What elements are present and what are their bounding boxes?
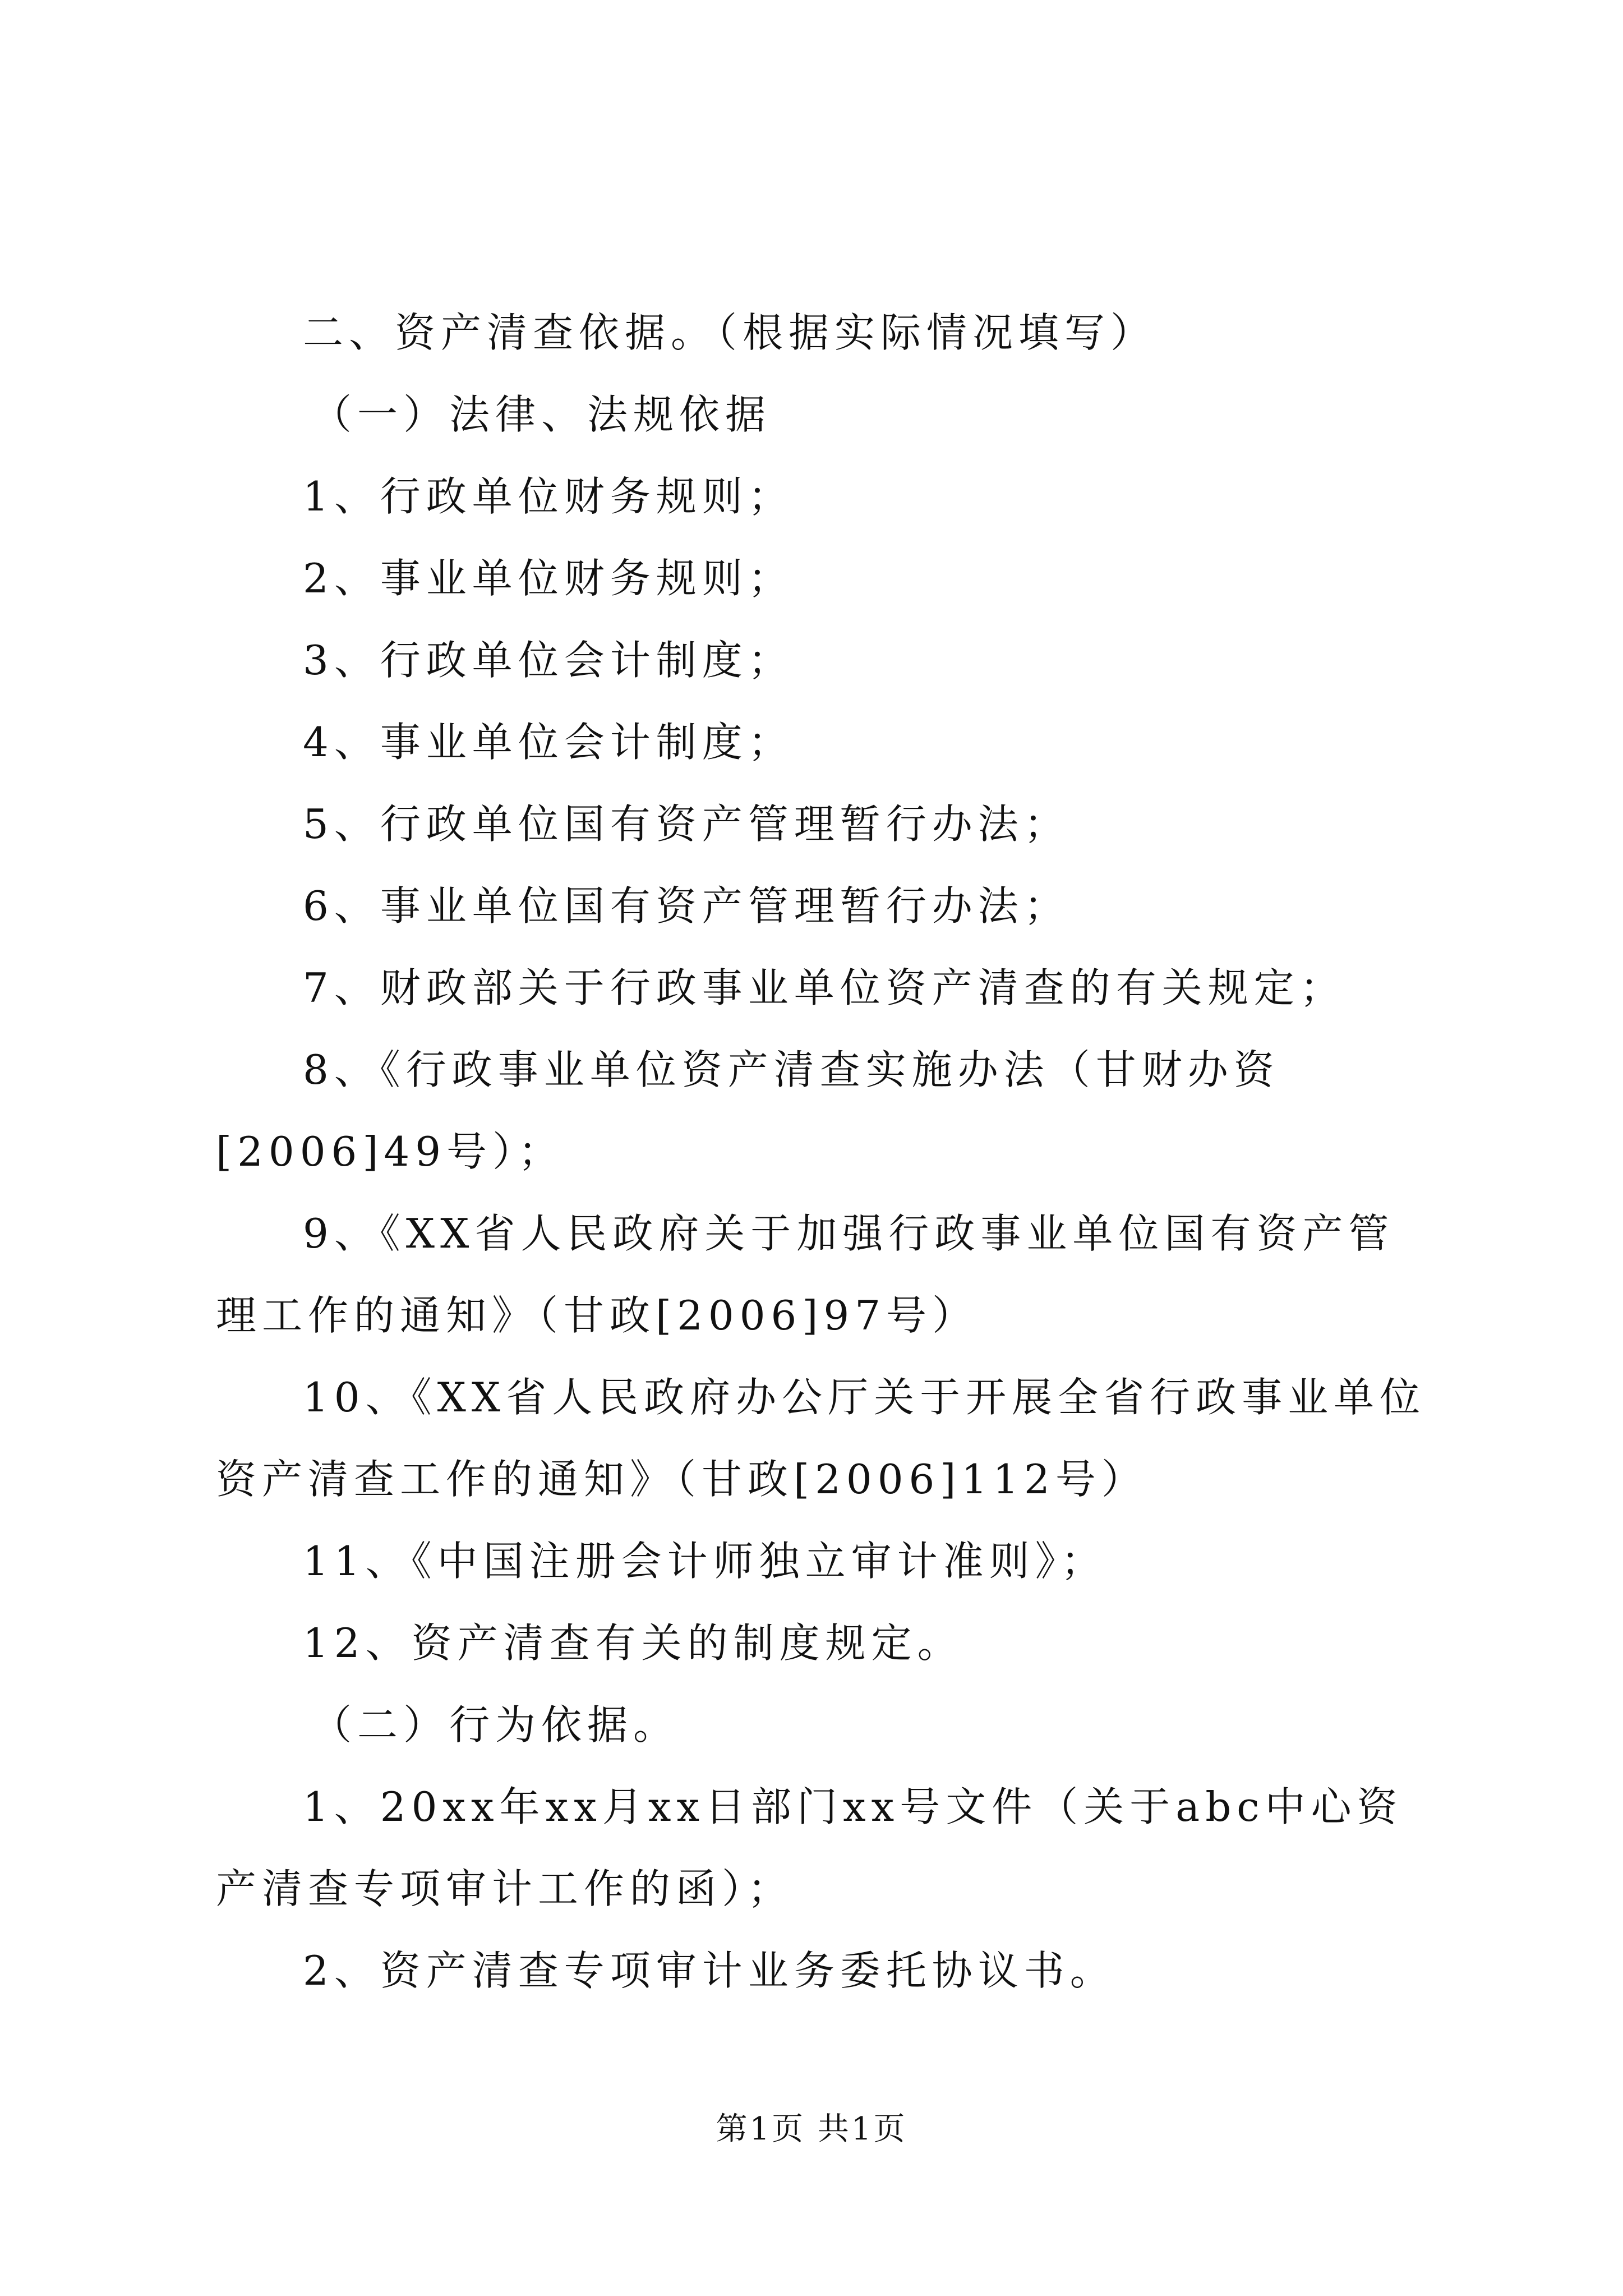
list-item: 11、《中国注册会计师独立审计准则》； — [303, 1538, 1107, 1585]
subsection-heading-legal: （一）法律、法规依据 — [311, 391, 772, 438]
section-heading-basis: 二、资产清查依据。（根据实际情况填写） — [303, 309, 1157, 356]
list-item: 4、事业单位会计制度； — [303, 719, 794, 766]
list-item: 9、《XX省人民政府关于加强行政事业单位国有资产管理工作的通知》（甘政[2006]97号） — [216, 1210, 1395, 1339]
list-item: 5、行政单位国有资产管理暂行办法； — [303, 800, 1070, 848]
list-item: 2、事业单位财务规则； — [303, 555, 794, 602]
list-item: 7、财政部关于行政事业单位资产清查的有关规定； — [303, 964, 1346, 1011]
list-item: 2、资产清查专项审计业务委托协议书。 — [303, 1947, 1116, 1994]
list-item: 10、《XX省人民政府办公厅关于开展全省行政事业单位资产清查工作的通知》（甘政[2006]112号） — [216, 1374, 1426, 1503]
list-item: 12、资产清查有关的制度规定。 — [303, 1619, 963, 1667]
document-body — [216, 292, 1438, 2012]
list-item: 6、事业单位国有资产管理暂行办法； — [303, 882, 1070, 930]
list-item: 1、行政单位财务规则； — [303, 473, 794, 520]
list-item: 8、《行政事业单位资产清查实施办法（甘财办资[2006]49号）； — [216, 1046, 1280, 1175]
list-item: 3、行政单位会计制度； — [303, 637, 794, 684]
page-footer: 第1页 共1页 — [716, 2111, 907, 2147]
subsection-heading-conduct: （二）行为依据。 — [311, 1701, 680, 1749]
list-item: 1、20xx年xx月xx日部门xx号文件（关于abc中心资产清查专项审计工作的函）； — [216, 1783, 1403, 1912]
